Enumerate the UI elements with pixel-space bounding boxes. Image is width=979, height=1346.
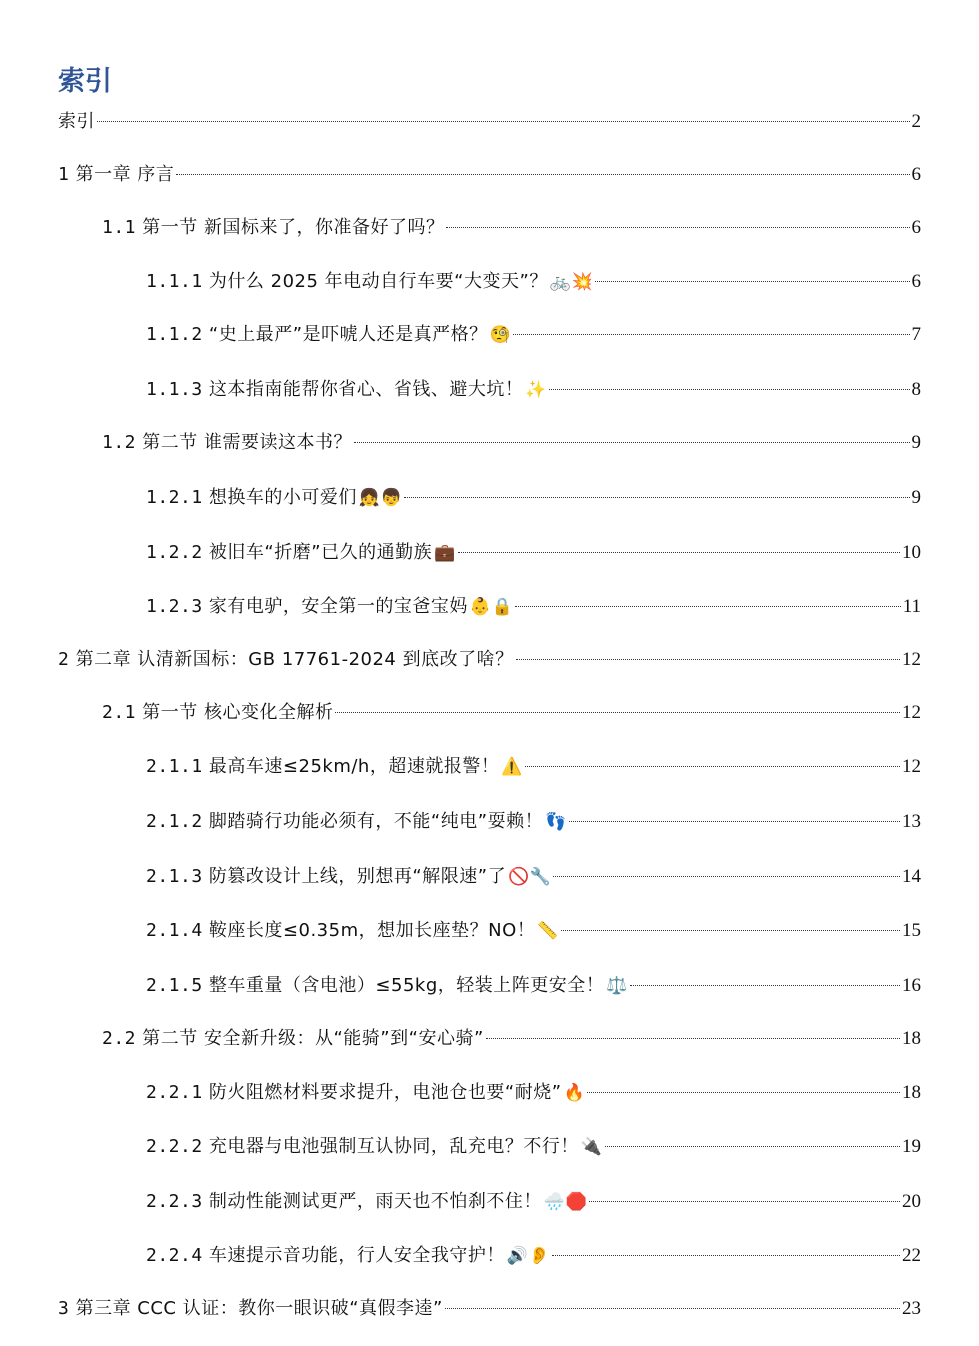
toc-entry-number: 1.2.1 [146, 487, 203, 508]
toc-page-number: 9 [911, 487, 921, 508]
dot-leader [354, 442, 910, 443]
toc-entry-number: 2.1.4 [146, 920, 203, 941]
toc-page-number: 12 [902, 756, 921, 777]
toc-entry-title [102, 1024, 484, 1054]
toc-entry-label: 最高车速≤25km/h，超速就报警！ [208, 756, 500, 777]
toc-entry-label: 车速提示音功能，行人安全我守护！ [208, 1245, 505, 1266]
emoji-icon: ✨ [525, 380, 548, 400]
toc-entry-title [146, 1241, 550, 1271]
page-title: 索引 [58, 66, 112, 97]
toc-entry-label: 充电器与电池强制互认协同，乱充电？不行！ [208, 1136, 579, 1157]
toc-entry-label: 被旧车“折磨”已久的通勤族 [208, 542, 433, 563]
toc-entry-title [146, 267, 593, 297]
toc-page-number: 20 [902, 1191, 921, 1212]
toc-entry-label: 防火阻燃材料要求提升，电池仓也要“耐烧” [208, 1082, 562, 1103]
toc-entry-title [146, 538, 456, 568]
toc-entry[interactable] [58, 1294, 921, 1324]
toc-entry-title [146, 971, 628, 1001]
toc-entry-number: 2.1.1 [146, 756, 203, 777]
toc-entry-number: 3 [58, 1298, 70, 1319]
toc-entry-title [146, 320, 511, 350]
toc-entry-title [146, 592, 513, 622]
toc-entry[interactable] [146, 1187, 921, 1217]
dot-leader [513, 334, 909, 335]
toc-entry-label: 想换车的小可爱们 [208, 487, 357, 508]
toc-entry-label: 第一节 核心变化全解析 [142, 702, 334, 723]
toc-page-number: 14 [902, 866, 921, 887]
toc-entry[interactable] [146, 752, 921, 782]
toc-entry[interactable] [146, 267, 921, 297]
toc-entry-label: 制动性能测试更严，雨天也不怕刹不住！ [208, 1191, 542, 1212]
toc-entry[interactable] [146, 971, 921, 1001]
toc-page-number: 8 [911, 379, 921, 400]
toc-entry-number: 1.1.3 [146, 379, 203, 400]
toc-entry-title [102, 213, 444, 243]
emoji-icon: 👶🔒 [469, 597, 514, 617]
emoji-icon: 🔥 [563, 1083, 586, 1103]
toc-page-number: 11 [902, 596, 921, 617]
toc-entry-title [102, 698, 333, 728]
toc-entry-number: 1.2.2 [146, 542, 203, 563]
toc-entry-title [102, 428, 352, 458]
toc-page-number: 6 [911, 271, 921, 292]
toc-entry-label: 第二章 认清新国标：GB 17761-2024 到底改了啥？ [75, 649, 514, 670]
toc-entry-title [146, 1187, 587, 1217]
emoji-icon: 👧👦 [358, 488, 403, 508]
dot-leader [525, 766, 900, 767]
dot-leader [515, 606, 900, 607]
toc-entry-number: 2.2.3 [146, 1191, 203, 1212]
dot-leader [569, 821, 900, 822]
emoji-icon: 💼 [434, 543, 456, 563]
toc-page-number: 22 [902, 1245, 921, 1266]
toc-page-number: 18 [902, 1082, 921, 1103]
toc-entry-label: 索引 [58, 111, 95, 132]
toc-entry[interactable] [146, 807, 921, 837]
toc-entry-title [58, 645, 514, 675]
toc-page-number: 10 [902, 542, 921, 563]
toc-entry[interactable] [102, 698, 921, 728]
toc-page-number: 13 [902, 811, 921, 832]
toc-page-number: 6 [911, 164, 921, 185]
toc-entry-title [146, 375, 547, 405]
dot-leader [446, 227, 909, 228]
toc-entry-title [58, 160, 174, 190]
dot-leader [630, 985, 900, 986]
toc-entry[interactable] [146, 1241, 921, 1271]
emoji-icon: 🔌 [580, 1137, 603, 1157]
dot-leader [589, 1201, 900, 1202]
toc-page-number: 23 [902, 1298, 921, 1319]
toc-entry-title [146, 483, 402, 513]
dot-leader [549, 389, 909, 390]
dot-leader [516, 659, 900, 660]
toc-entry-title [146, 807, 567, 837]
toc-entry-title [146, 1078, 585, 1108]
dot-leader [552, 1255, 900, 1256]
dot-leader [458, 552, 900, 553]
toc-page-number: 12 [902, 649, 921, 670]
toc-page-number: 16 [902, 975, 921, 996]
dot-leader [561, 930, 900, 931]
toc-page-number: 12 [902, 702, 921, 723]
emoji-icon: 🌧️🛑 [543, 1192, 588, 1212]
toc-entry-title [58, 107, 95, 137]
toc-entry-label: 第二节 谁需要读这本书？ [142, 432, 352, 453]
toc-entry[interactable] [102, 428, 921, 458]
toc-entry[interactable] [58, 107, 921, 137]
emoji-icon: 🧐 [489, 325, 512, 345]
toc-entry-number: 2.2 [102, 1028, 137, 1049]
toc-entry[interactable] [102, 1024, 921, 1054]
dot-leader [587, 1092, 900, 1093]
toc-entry-number: 2.1 [102, 702, 137, 723]
toc-entry[interactable] [146, 483, 921, 513]
dot-leader [486, 1038, 900, 1039]
toc-entry-number: 1.1 [102, 217, 137, 238]
toc-entry-label: 这本指南能帮你省心、省钱、避大坑！ [208, 379, 524, 400]
dot-leader [445, 1308, 900, 1309]
dot-leader [404, 497, 909, 498]
toc-entry-number: 2.1.3 [146, 866, 203, 887]
toc-entry-number: 1.2.3 [146, 596, 203, 617]
toc-entry-label: 鞍座长度≤0.35m，想加长座垫？NO！ [208, 920, 536, 941]
emoji-icon: 📏 [537, 921, 559, 941]
toc-entry-number: 1.1.2 [146, 324, 203, 345]
toc-page-number: 6 [911, 217, 921, 238]
dot-leader [97, 121, 910, 122]
emoji-icon: ⚖️ [606, 976, 628, 996]
toc-entry-label: “史上最严”是吓唬人还是真严格？ [208, 324, 488, 345]
dot-leader [595, 281, 909, 282]
toc-entry[interactable] [146, 320, 921, 350]
toc-entry[interactable] [146, 375, 921, 405]
toc-page-number: 19 [902, 1136, 921, 1157]
emoji-icon: 👣 [545, 812, 567, 832]
toc-entry-label: 为什么 2025 年电动自行车要“大变天”？ [208, 271, 548, 292]
toc-entry-number: 2.2.1 [146, 1082, 203, 1103]
toc-entry-number: 2.2.2 [146, 1136, 203, 1157]
dot-leader [605, 1146, 900, 1147]
dot-leader [335, 712, 900, 713]
toc-entry[interactable] [58, 160, 921, 190]
toc-entry-label: 第一章 序言 [75, 164, 175, 185]
toc-entry-number: 1.2 [102, 432, 137, 453]
toc-entry[interactable] [146, 1078, 921, 1108]
toc-page-number: 9 [911, 432, 921, 453]
toc-entry-number: 2 [58, 649, 70, 670]
toc-page-number: 18 [902, 1028, 921, 1049]
toc-entry[interactable] [146, 592, 921, 622]
toc-page-number: 2 [911, 111, 921, 132]
toc-entry[interactable] [146, 538, 921, 568]
emoji-icon: 🚲💥 [549, 272, 594, 292]
emoji-icon: 🚫🔧 [508, 867, 552, 887]
emoji-icon: 🔊👂 [506, 1246, 551, 1266]
dot-leader [176, 174, 909, 175]
toc-entry-number: 1 [58, 164, 70, 185]
toc-entry-label: 整车重量（含电池）≤55kg，轻装上阵更安全！ [208, 975, 605, 996]
toc-entry[interactable] [146, 916, 921, 946]
toc-entry-label: 防篡改设计上线，别想再“解限速”了 [208, 866, 507, 887]
toc-entry-number: 1.1.1 [146, 271, 203, 292]
toc-entry-number: 2.2.4 [146, 1245, 203, 1266]
emoji-icon: ⚠️ [501, 757, 524, 777]
dot-leader [553, 876, 900, 877]
toc-entry-label: 第一节 新国标来了，你准备好了吗？ [142, 217, 445, 238]
toc-entry[interactable] [58, 645, 921, 675]
toc-entry-title [146, 1132, 603, 1162]
toc-page-number: 7 [911, 324, 921, 345]
toc-entry-title [146, 862, 551, 892]
toc-entry-label: 第二节 安全新升级：从“能骑”到“安心骑” [142, 1028, 484, 1049]
toc-entry-number: 2.1.5 [146, 975, 203, 996]
toc-entry-title [146, 752, 523, 782]
toc-entry-title [146, 916, 559, 946]
toc-entry[interactable] [102, 213, 921, 243]
toc-entry-label: 家有电驴，安全第一的宝爸宝妈 [208, 596, 468, 617]
toc-entry-number: 2.1.2 [146, 811, 203, 832]
toc-entry[interactable] [146, 1132, 921, 1162]
toc-entry-title [58, 1294, 443, 1324]
toc-page-number: 15 [902, 920, 921, 941]
toc-entry-label: 脚踏骑行功能必须有，不能“纯电”耍赖！ [208, 811, 544, 832]
toc-entry-label: 第三章 CCC 认证：教你一眼识破“真假李逵” [75, 1298, 443, 1319]
toc-entry[interactable] [146, 862, 921, 892]
